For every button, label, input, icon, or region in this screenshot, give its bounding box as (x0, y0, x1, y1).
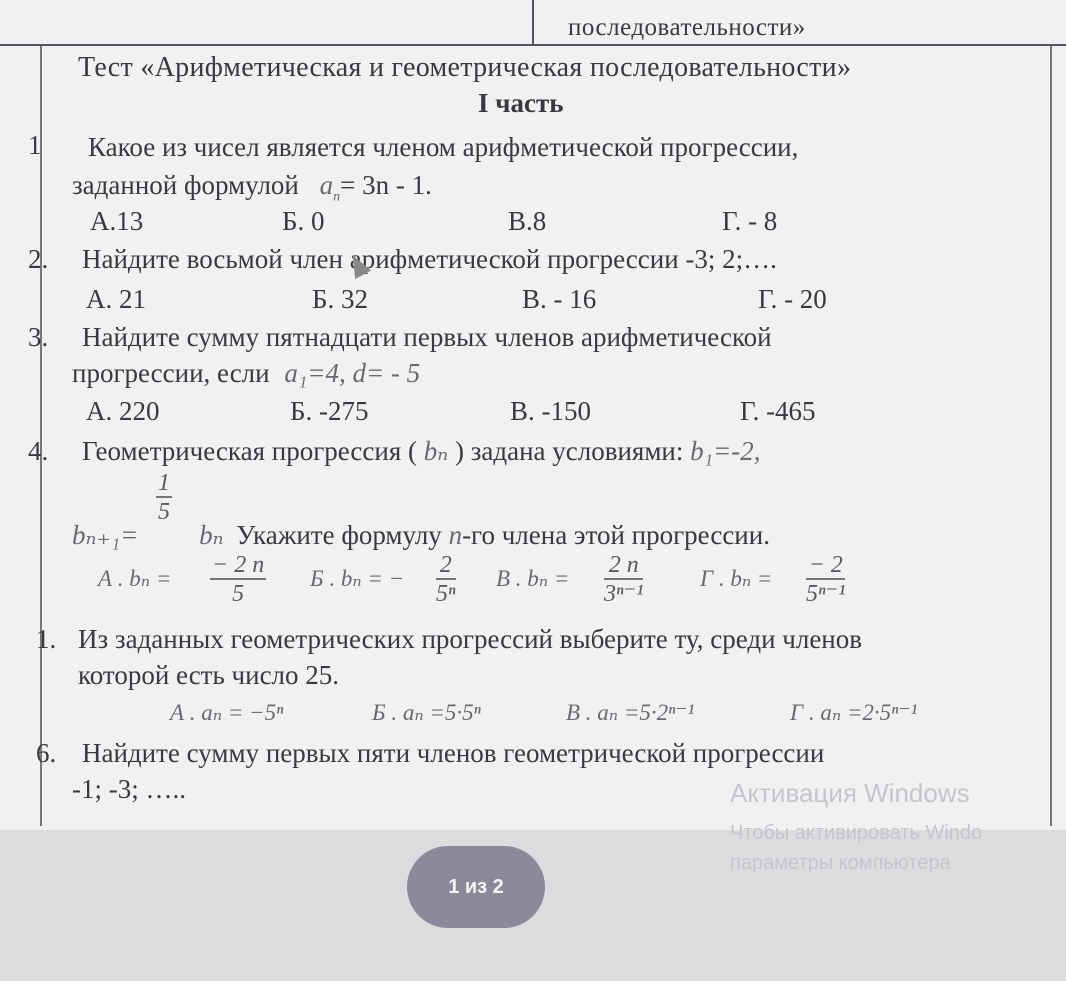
question-5-number: 1. (36, 624, 57, 654)
question-2-option-c: В. - 16 (522, 284, 597, 314)
question-1-option-d: Г. - 8 (722, 206, 778, 236)
activation-watermark-line2: Чтобы активировать Windo (730, 822, 983, 844)
n-symbol: n (448, 520, 463, 550)
question-4-text-part2: ) задана условиями: (454, 436, 684, 466)
header-cell-text: последовательности» (568, 14, 806, 41)
question-4-option-c-fraction (604, 552, 643, 608)
question-3-conditions: a₁=4, d= - 5 (284, 358, 421, 388)
activation-watermark-title: Активация Windows (730, 778, 970, 808)
option-b-denominator: 5ⁿ (436, 581, 456, 607)
option-a-denominator: 5 (232, 581, 245, 607)
question-3-text: Найдите сумму пятнадцати первых членов арифметической (82, 322, 772, 352)
question-4-text-part: Геометрическая прогрессия ( (82, 436, 418, 466)
question-3-text-line2 (72, 358, 420, 389)
question-4-option-b-label: Б . bₙ = − (310, 566, 405, 591)
question-2-option-a: А. 21 (86, 284, 146, 314)
option-d-numerator: − 2 (806, 552, 845, 580)
coefficient-fraction (156, 470, 172, 526)
question-4-text-part4: -го члена этой прогрессии. (462, 520, 770, 550)
question-5-text-line2: которой есть число 25. (78, 660, 340, 690)
table-border-right (1050, 46, 1052, 826)
option-a-numerator: − 2 n (212, 552, 265, 578)
page-indicator-label: 1 из 2 (448, 875, 504, 898)
question-4-option-b-fraction (436, 552, 456, 608)
formula-subscript: n (333, 189, 341, 205)
question-3-option-d: Г. -465 (740, 396, 816, 426)
question-5-option-d: Г . aₙ =2·5ⁿ⁻¹ (790, 700, 918, 725)
question-1-number: 1 (28, 130, 42, 160)
question-3-text-part: прогрессии, если (72, 358, 270, 388)
question-4-text-line2 (72, 520, 770, 551)
fraction-numerator: 1 (158, 470, 170, 496)
question-4-option-c-label: В . bₙ = (496, 566, 570, 591)
first-term-condition: b₁=-2, (690, 436, 761, 466)
question-1-text-line2 (72, 170, 432, 205)
question-1-text-part: заданной формулой (72, 170, 299, 200)
question-3-option-c: В. -150 (510, 396, 591, 426)
question-4-option-a-fraction (210, 552, 266, 608)
activation-watermark-line3: параметры компьютера (730, 852, 951, 874)
option-c-numerator: 2 n (604, 552, 643, 580)
option-b-numerator: 2 (436, 552, 456, 580)
question-1-text: Какое из чисел является членом арифметической прогрессии, (88, 132, 799, 162)
question-4-number: 4. (28, 436, 49, 466)
page-indicator[interactable] (407, 846, 545, 928)
question-5-option-c: В . aₙ =5·2ⁿ⁻¹ (566, 700, 695, 725)
question-3-number: 3. (28, 322, 49, 352)
option-d-denominator: 5ⁿ⁻¹ (806, 581, 846, 607)
question-4-text (82, 436, 760, 467)
sequence-symbol: bₙ (423, 436, 449, 466)
question-4-option-a-label: А . bₙ = (98, 566, 172, 591)
question-4-option-d-fraction (806, 552, 845, 608)
question-3-option-b: Б. -275 (290, 396, 369, 426)
question-6-number: 6. (36, 738, 57, 768)
test-title: Тест «Арифметическая и геометрическая последовательности» (78, 52, 852, 83)
question-1-option-c: В.8 (508, 206, 547, 236)
option-c-denominator: 3ⁿ⁻¹ (604, 581, 644, 607)
recurrence-left: bₙ₊₁= (72, 520, 139, 550)
question-2-option-d: Г. - 20 (758, 284, 827, 314)
question-2-text: Найдите восьмой член арифметической прогрессии -3; 2;…. (82, 244, 777, 274)
fraction-denominator: 5 (158, 499, 170, 525)
question-5-text: Из заданных геометрических прогрессий выберите ту, среди членов (78, 624, 863, 654)
question-1-option-a: А.13 (90, 206, 144, 236)
question-5-option-a: А . aₙ = −5ⁿ (170, 700, 284, 725)
table-border (0, 44, 1066, 46)
formula-expression: = 3n - 1. (340, 170, 432, 200)
header-table-cell (532, 0, 1066, 46)
question-1-option-b: Б. 0 (282, 206, 325, 236)
question-4-option-d-label: Г . bₙ = (700, 566, 773, 591)
question-2-option-b: Б. 32 (312, 284, 369, 314)
question-4-text-part3: Укажите формулу (236, 520, 442, 550)
part-heading: I часть (478, 88, 564, 118)
question-6-text: Найдите сумму первых пяти членов геометрической прогрессии (82, 738, 825, 768)
question-2-number: 2. (28, 244, 49, 274)
question-3-option-a: А. 220 (86, 396, 160, 426)
question-5-option-b: Б . aₙ =5·5ⁿ (372, 700, 481, 725)
recurrence-right: bₙ (199, 520, 224, 550)
formula-variable: a (319, 170, 334, 200)
question-6-text-line2: -1; -3; ….. (72, 774, 186, 804)
